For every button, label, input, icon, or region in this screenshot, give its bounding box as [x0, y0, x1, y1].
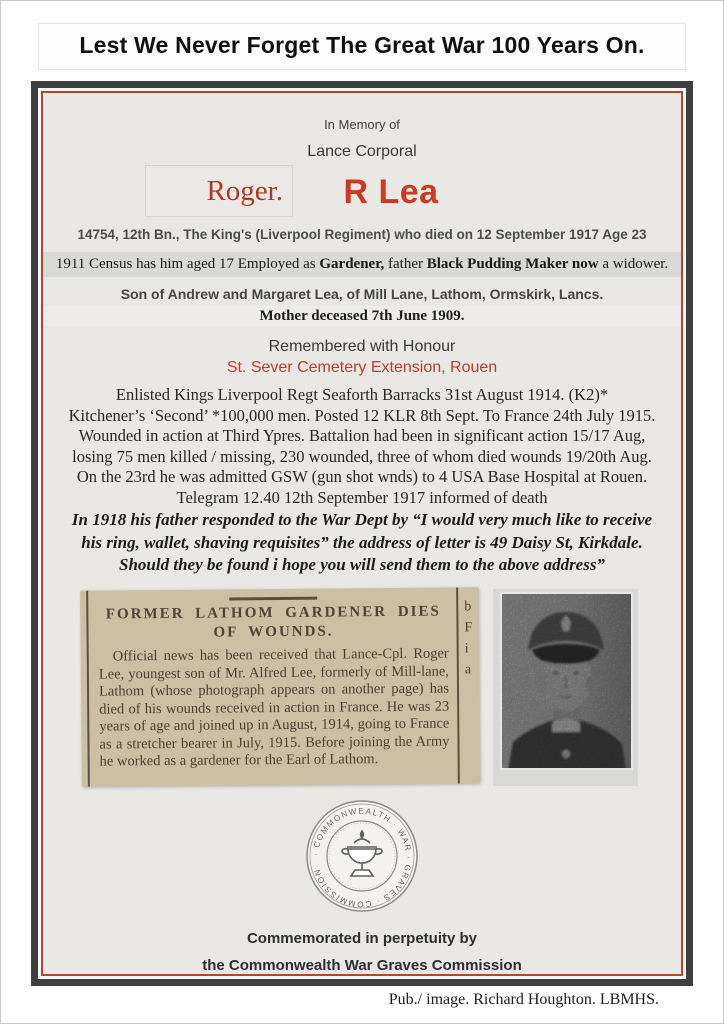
history-line: losing 75 men killed / missing, 230 wounded, three of whom died wounds 19/20th Aug.: [72, 446, 652, 466]
service-record-line: 14754, 12th Bn., The King's (Liverpool Regiment) who died on 12 September 1917 Age 23: [77, 227, 647, 242]
memorial-frame: [31, 81, 693, 986]
in-memory-of-label: In Memory of: [324, 117, 400, 132]
service-history: [43, 385, 681, 508]
media-row: [81, 589, 681, 786]
rank-label: Lance Corporal: [307, 143, 417, 160]
clipping-divider-rule: [229, 596, 317, 600]
letter-line: In 1918 his father responded to the War Dept by “I would very much like to receive: [71, 510, 653, 529]
soldier-portrait-photo: [493, 589, 638, 786]
first-name-box: Roger.: [145, 165, 293, 217]
census-father-occupation: Black Pudding Maker: [426, 256, 572, 272]
page-title-block: [38, 23, 686, 70]
family-line: Son of Andrew and Margaret Lea, of Mill Lane, Lathom, Ormskirk, Lancs.: [120, 286, 604, 302]
memorial-frame-gap: [38, 88, 686, 979]
soldier-name: R Lea: [343, 173, 439, 211]
cemetery-name: St. Sever Cemetery Extension, Rouen: [226, 359, 498, 376]
edge-letter: i: [464, 640, 469, 656]
edge-letter: b: [464, 598, 472, 614]
cwgc-seal-icon: [305, 799, 419, 913]
history-line: Enlisted Kings Liverpool Regt Seaforth Barracks 31st August 1914. (K2)*: [115, 385, 609, 404]
census-suffix: a widower.: [598, 256, 669, 272]
cwgc-ring-text: · COMMONWEALTH · WAR · GRAVES · COMMISSION: [310, 806, 413, 909]
edge-letter: F: [464, 619, 473, 635]
newspaper-clipping: [80, 587, 480, 786]
history-line: On the 23rd he was admitted GSW (gun shot wnds) to 4 USA Base Hospital at Rouen.: [76, 467, 648, 486]
remembered-label: Remembered with Honour: [268, 338, 456, 355]
clipping-headline: [98, 602, 448, 643]
soldier-portrait-illustration: [500, 592, 633, 770]
clipping-headline-line2: OF WOUNDS.: [213, 623, 334, 641]
letter-line: his ring, wallet, shaving requisites” the address of letter is 49 Daisy St, Kirkdale.: [81, 532, 643, 552]
father-letter-quote: [43, 509, 681, 577]
publication-credit: Pub./ image. Richard Houghton. LBMHS.: [388, 991, 659, 1008]
clipping-body: Official news has been received that Lance-Cpl. Roger Lee, youngest son of Mr. Alfred Lee, formerly of Mill-lane, Lathom (whose photograph appears on another page) has died of his wounds received in action in France. He was 23 years of age and joined up in August, 1914, going to France as a stretcher bearer in July, 1915. Before joining the Army he worked as a gardener for the Earl of Lathom.: [98, 645, 450, 770]
history-line: Wounded in action at Third Ypres. Battalion had been in significant action 15/17 Aug,: [78, 426, 646, 445]
clipping-adjacent-column-fragment: [456, 587, 480, 783]
name-row: [43, 165, 681, 219]
census-note: [43, 252, 681, 277]
history-line: Kitchener’s ‘Second’ *100,000 men. Posted 12 KLR 8th Sept. To France 24th July 1915.: [68, 405, 656, 425]
cwgc-seal: [43, 799, 681, 918]
memorial-content: [41, 91, 683, 976]
clipping-headline-line1: FORMER LATHOM GARDENER DIES: [105, 603, 441, 623]
commemorated-line: Commemorated in perpetuity by: [246, 929, 478, 947]
census-occupation: Gardener,: [319, 256, 388, 272]
letter-line: Should they be found i hope you will send them to the above address”: [119, 555, 605, 574]
census-mid: father: [388, 256, 427, 272]
page-title: Lest We Never Forget The Great War 100 Years On.: [79, 32, 645, 58]
history-line: Telegram 12.40 12th September 1917 informed of death: [176, 487, 548, 507]
census-prefix: 1911 Census has him aged 17 Employed as: [55, 256, 320, 272]
edge-letter: a: [464, 661, 472, 677]
cwgc-line: the Commonwealth War Graves Commission: [202, 956, 522, 974]
census-now: now: [571, 256, 599, 272]
mother-note: Mother deceased 7th June 1909.: [43, 306, 681, 326]
